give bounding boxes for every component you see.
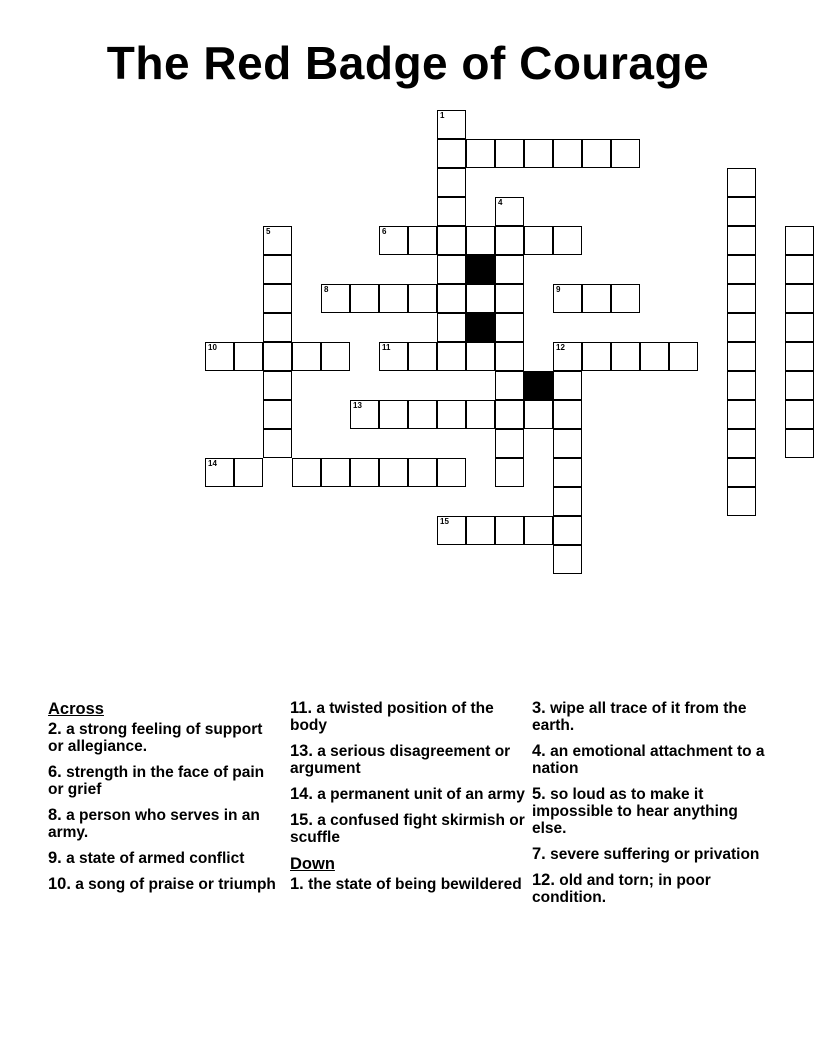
clue-item-number: 2.	[48, 720, 62, 738]
grid-cell[interactable]	[727, 168, 756, 197]
grid-cell[interactable]	[379, 284, 408, 313]
clue-item-text: strength in the face of pain or grief	[48, 764, 265, 798]
clue-item-text: so loud as to make it impossible to hear anything else.	[532, 786, 738, 837]
grid-cell[interactable]	[495, 458, 524, 487]
grid-cell[interactable]	[727, 284, 756, 313]
clue-item-text: wipe all trace of it from the earth.	[532, 700, 747, 734]
grid-cell[interactable]	[495, 255, 524, 284]
clue-item-text: a strong feeling of support or allegiance.	[48, 721, 263, 755]
clue-item-text: a twisted position of the body	[290, 700, 494, 734]
grid-cell[interactable]	[640, 342, 669, 371]
grid-cell[interactable]	[379, 342, 408, 371]
clue-item	[532, 743, 772, 777]
grid-cell[interactable]	[466, 516, 495, 545]
grid-cell[interactable]	[350, 284, 379, 313]
grid-cell[interactable]	[611, 284, 640, 313]
clues-column-2	[290, 700, 526, 902]
grid-cell[interactable]	[611, 139, 640, 168]
clue-item	[290, 876, 526, 893]
grid-cell[interactable]	[379, 400, 408, 429]
grid-cell[interactable]	[553, 429, 582, 458]
clue-item	[48, 850, 280, 867]
grid-cell[interactable]	[553, 545, 582, 574]
clue-item-number: 1.	[290, 875, 304, 893]
grid-cell[interactable]	[321, 458, 350, 487]
clue-number: 15	[440, 517, 449, 526]
grid-cell[interactable]	[437, 139, 466, 168]
grid-cell[interactable]	[582, 342, 611, 371]
grid-cell[interactable]	[466, 226, 495, 255]
grid-cell[interactable]	[408, 284, 437, 313]
clue-item	[48, 721, 280, 755]
clue-number: 9	[556, 285, 561, 294]
grid-cell[interactable]	[785, 429, 814, 458]
grid-cell[interactable]	[321, 342, 350, 371]
grid-cell[interactable]	[263, 284, 292, 313]
clue-number: 4	[498, 198, 503, 207]
grid-cell[interactable]	[437, 284, 466, 313]
grid-cell[interactable]	[495, 284, 524, 313]
grid-cell[interactable]	[466, 284, 495, 313]
clue-number: 6	[382, 227, 387, 236]
page-title: The Red Badge of Courage	[106, 37, 710, 89]
grid-cell[interactable]	[466, 139, 495, 168]
grid-cell[interactable]	[263, 429, 292, 458]
grid-cell[interactable]	[234, 458, 263, 487]
grid-block	[524, 371, 553, 400]
section-heading-across: Across	[48, 700, 104, 718]
grid-cell[interactable]	[582, 284, 611, 313]
clue-item	[48, 876, 280, 893]
clue-item-number: 4.	[532, 742, 546, 760]
clue-item-number: 12.	[532, 871, 555, 889]
grid-cell[interactable]	[408, 226, 437, 255]
grid-cell[interactable]	[205, 342, 234, 371]
grid-cell[interactable]	[437, 400, 466, 429]
clue-number: 10	[208, 343, 217, 352]
grid-cell[interactable]	[437, 516, 466, 545]
grid-cell[interactable]	[437, 168, 466, 197]
grid-cell[interactable]	[785, 313, 814, 342]
grid-cell[interactable]	[727, 342, 756, 371]
grid-cell[interactable]	[321, 284, 350, 313]
grid-cell[interactable]	[727, 371, 756, 400]
clue-item	[290, 786, 526, 803]
clue-item-text: an emotional attachment to a nation	[532, 743, 765, 777]
grid-cell[interactable]	[205, 458, 234, 487]
grid-cell[interactable]	[437, 226, 466, 255]
grid-cell[interactable]	[408, 400, 437, 429]
grid-cell[interactable]	[495, 226, 524, 255]
grid-cell[interactable]	[727, 458, 756, 487]
grid-cell[interactable]	[263, 255, 292, 284]
grid-cell[interactable]	[553, 342, 582, 371]
grid-cell[interactable]	[495, 429, 524, 458]
clue-item-text: a person who serves in an army.	[48, 807, 260, 841]
grid-cell[interactable]	[408, 458, 437, 487]
grid-cell[interactable]	[437, 255, 466, 284]
grid-cell[interactable]	[785, 226, 814, 255]
clue-item	[48, 807, 280, 841]
grid-cell[interactable]	[553, 226, 582, 255]
grid-cell[interactable]	[727, 313, 756, 342]
grid-cell[interactable]	[785, 342, 814, 371]
clue-item-number: 11.	[290, 699, 313, 717]
grid-cell[interactable]	[495, 400, 524, 429]
grid-cell[interactable]	[495, 197, 524, 226]
grid-cell[interactable]	[437, 313, 466, 342]
clue-item	[290, 700, 526, 734]
grid-cell[interactable]	[263, 371, 292, 400]
clue-number: 1	[440, 111, 445, 120]
clue-item	[48, 764, 280, 798]
grid-cell[interactable]	[263, 342, 292, 371]
grid-cell[interactable]	[553, 371, 582, 400]
clue-item	[532, 700, 772, 734]
clue-item	[532, 846, 772, 863]
grid-cell[interactable]	[437, 342, 466, 371]
grid-cell[interactable]	[582, 139, 611, 168]
grid-cell[interactable]	[553, 139, 582, 168]
grid-cell[interactable]	[553, 516, 582, 545]
grid-cell[interactable]	[263, 400, 292, 429]
grid-cell[interactable]	[727, 487, 756, 516]
grid-cell[interactable]	[495, 139, 524, 168]
grid-cell[interactable]	[263, 313, 292, 342]
grid-cell[interactable]	[437, 458, 466, 487]
grid-cell[interactable]	[408, 342, 437, 371]
grid-block	[466, 255, 495, 284]
grid-cell[interactable]	[350, 400, 379, 429]
clue-item	[290, 743, 526, 777]
grid-cell[interactable]	[350, 458, 379, 487]
grid-cell[interactable]	[292, 458, 321, 487]
clues-column-3	[532, 700, 772, 915]
grid-cell[interactable]	[553, 284, 582, 313]
grid-cell[interactable]	[727, 197, 756, 226]
clue-item-number: 10.	[48, 875, 71, 893]
grid-cell[interactable]	[669, 342, 698, 371]
grid-cell[interactable]	[524, 139, 553, 168]
grid-cell[interactable]	[785, 284, 814, 313]
grid-cell[interactable]	[785, 400, 814, 429]
grid-cell[interactable]	[611, 342, 640, 371]
clue-number: 8	[324, 285, 329, 294]
clue-item-number: 14.	[290, 785, 313, 803]
clue-item-number: 9.	[48, 849, 62, 867]
clue-number: 14	[208, 459, 217, 468]
grid-cell[interactable]	[495, 371, 524, 400]
grid-cell[interactable]	[495, 342, 524, 371]
clue-item-text: a state of armed conflict	[61, 850, 245, 867]
grid-cell[interactable]	[292, 342, 321, 371]
clue-item-text: the state of being bewildered	[303, 876, 522, 893]
clue-item	[290, 812, 526, 846]
grid-cell[interactable]	[379, 458, 408, 487]
clue-item-text: a song of praise or triumph	[70, 876, 276, 893]
grid-cell[interactable]	[437, 197, 466, 226]
grid-cell[interactable]	[553, 487, 582, 516]
grid-cell[interactable]	[466, 400, 495, 429]
grid-cell[interactable]	[524, 226, 553, 255]
clue-number: 12	[556, 343, 565, 352]
grid-cell[interactable]	[466, 342, 495, 371]
clue-item-text: severe suffering or privation	[545, 846, 760, 863]
grid-cell[interactable]	[727, 429, 756, 458]
clue-number: 5	[266, 227, 271, 236]
clue-item-text: a confused fight skirmish or scuffle	[290, 812, 525, 846]
grid-cell[interactable]	[495, 313, 524, 342]
grid-cell[interactable]	[524, 516, 553, 545]
clue-item-number: 6.	[48, 763, 62, 781]
grid-cell[interactable]	[553, 458, 582, 487]
clue-item	[532, 786, 772, 837]
grid-cell[interactable]	[727, 400, 756, 429]
clue-number: 13	[353, 401, 362, 410]
clues-column-1	[48, 700, 280, 902]
grid-cell[interactable]	[524, 400, 553, 429]
clue-item-text: old and torn; in poor condition.	[532, 872, 711, 906]
clue-item-number: 15.	[290, 811, 313, 829]
clue-item-text: a serious disagreement or argument	[290, 743, 511, 777]
grid-block	[466, 313, 495, 342]
grid-cell[interactable]	[263, 226, 292, 255]
clue-item	[532, 872, 772, 906]
clue-item-number: 7.	[532, 845, 546, 863]
clue-item-number: 13.	[290, 742, 313, 760]
clue-item-number: 3.	[532, 699, 546, 717]
grid-cell[interactable]	[495, 516, 524, 545]
grid-cell[interactable]	[234, 342, 263, 371]
section-heading-down: Down	[290, 855, 335, 873]
grid-cell[interactable]	[727, 255, 756, 284]
grid-cell[interactable]	[553, 400, 582, 429]
clue-item-number: 8.	[48, 806, 62, 824]
grid-cell[interactable]	[785, 255, 814, 284]
clue-item-number: 5.	[532, 785, 546, 803]
grid-cell[interactable]	[379, 226, 408, 255]
grid-cell[interactable]	[785, 371, 814, 400]
grid-cell[interactable]	[437, 110, 466, 139]
grid-cell[interactable]	[727, 226, 756, 255]
clue-number: 11	[382, 343, 391, 352]
clue-item-text: a permanent unit of an army	[312, 786, 525, 803]
